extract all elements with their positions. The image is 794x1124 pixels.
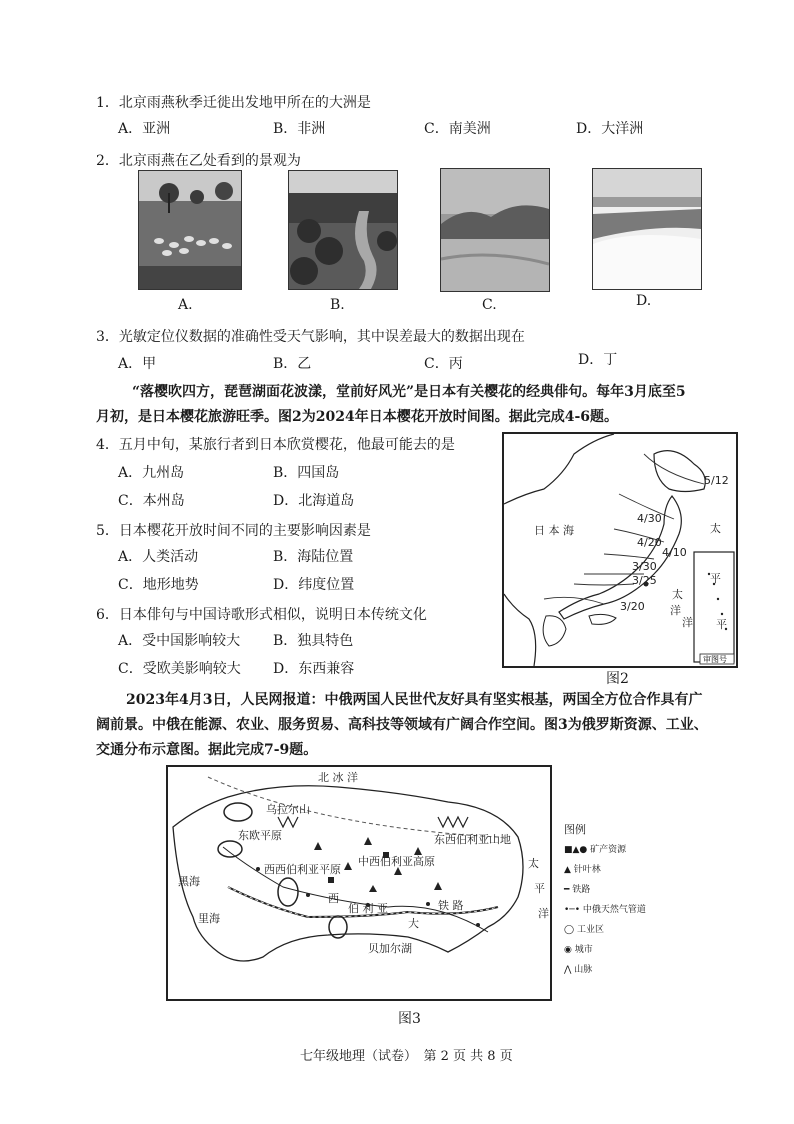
legend-item-minerals: ■▲● 矿产资源	[564, 845, 627, 855]
label-west-sib-plain: 西西伯利亚平原	[264, 863, 341, 876]
pacific-label-3: 洋	[538, 907, 549, 920]
photo-ice-field	[592, 168, 702, 290]
q6-stem: 6．日本俳句与中国诗歌形式相似，说明日本传统文化	[96, 607, 427, 623]
q6-option-c: C．受欧美影响较大	[118, 661, 241, 677]
intro-cherry-line1: “落樱吹四方，琵琶湖面花波漾，堂前好风光”是日本有关樱花的经典俳句。每年3月底至5	[132, 384, 686, 400]
legend-item-railway: ━ 铁路	[564, 885, 591, 895]
industry-icon: ◯	[564, 925, 575, 935]
photo-label-d: D.	[636, 293, 652, 309]
q5-option-a: A．人类活动	[118, 549, 199, 565]
q3-option-a: A．甲	[118, 356, 157, 372]
q4-option-d: D．北海道岛	[273, 493, 355, 509]
q3-stem: 3．光敏定位仪数据的准确性受天气影响，其中误差最大的数据出现在	[96, 329, 525, 345]
q4-option-c: C．本州岛	[118, 493, 185, 509]
map-japan-cherry	[502, 432, 738, 668]
pacific-label-1: 太	[528, 857, 539, 870]
label-west: 西	[328, 892, 339, 905]
legend-item-mountain: ⋀ 山脉	[564, 965, 593, 975]
pipeline-icon: •─•	[564, 905, 581, 915]
q4-option-b: B．四国岛	[273, 465, 340, 481]
city-icon: ◉	[564, 945, 572, 955]
q5-option-d: D．纬度位置	[273, 577, 355, 593]
date-label-3: 4/10	[662, 546, 687, 559]
map-stamp: 审图号	[703, 655, 727, 664]
intro-cherry-line2: 月初，是日本樱花旅游旺季。图2为2024年日本樱花开放时间图。据此完成4-6题。	[96, 409, 618, 425]
label-railway: 铁 路	[438, 899, 464, 912]
map3-caption: 图3	[398, 1011, 421, 1027]
ocean-label-3: 洋	[682, 616, 693, 629]
label-central-sib-plateau: 中西伯利亚高原	[358, 855, 435, 868]
railway-icon: ━	[564, 885, 570, 895]
tree-icon: ▲	[564, 865, 571, 875]
legend-item-city: ◉ 城市	[564, 945, 593, 955]
photo-label-b: B.	[330, 297, 345, 313]
q5-option-c: C．地形地势	[118, 577, 199, 593]
date-label-0: 5/12	[704, 474, 729, 487]
q5-stem: 5．日本樱花开放时间不同的主要影响因素是	[96, 523, 371, 539]
ocean-label-4: 太	[672, 588, 683, 601]
photo-savanna	[138, 170, 242, 290]
intro-russia-line3: 交通分布示意图。据此完成7-9题。	[96, 742, 318, 758]
q2-stem: 2．北京雨燕在乙处看到的景观为	[96, 153, 301, 169]
label-east-sib-mountains: 东西伯利亚山地	[434, 833, 511, 846]
q1-option-a: A．亚洲	[118, 121, 171, 137]
q4-option-a: A．九州岛	[118, 465, 185, 481]
ocean-label-6: 洋	[670, 604, 681, 617]
q6-option-d: D．东西兼容	[273, 661, 355, 677]
q1-option-b: B．非洲	[273, 121, 326, 137]
q1-option-d: D．大洋洲	[576, 121, 644, 137]
ocean-label-1: 太	[710, 522, 721, 535]
q3-option-c: C．丙	[424, 356, 463, 372]
label-big: 大	[408, 917, 419, 930]
sea-label: 日 本 海	[534, 524, 574, 537]
label-ural: 乌拉尔山	[266, 803, 310, 816]
photo-dunes-lake	[440, 168, 550, 292]
map-russia-resources	[166, 765, 552, 1001]
legend-item-pipeline: •─• 中俄天然气管道	[564, 905, 646, 915]
label-black-sea: 黑海	[178, 875, 200, 888]
photo-label-a: A.	[178, 297, 193, 313]
date-label-4: 3/30	[632, 560, 657, 573]
arctic-ocean-label: 北 冰 洋	[318, 771, 358, 784]
ocean-label-5: 平	[716, 618, 727, 631]
legend-item-forest: ▲ 针叶林	[564, 865, 601, 875]
page-footer: 七年级地理（试卷） 第 2 页 共 8 页	[300, 1049, 513, 1064]
label-east-euro-plain: 东欧平原	[238, 829, 282, 842]
legend-title: 图例	[564, 823, 586, 836]
legend-item-industry: ◯ 工业区	[564, 925, 604, 935]
date-label-6: 3/20	[620, 600, 645, 613]
q6-option-a: A．受中国影响较大	[118, 633, 241, 649]
q6-option-b: B．独具特色	[273, 633, 354, 649]
label-baikal: 贝加尔湖	[368, 942, 412, 955]
photo-label-c: C.	[482, 297, 497, 313]
map3-legend	[564, 820, 646, 980]
date-label-5: 3/25	[632, 574, 657, 587]
map2-caption: 图2	[606, 671, 629, 687]
mineral-symbols: ■▲●	[564, 845, 588, 855]
intro-russia-line1: 2023年4月3日，人民网报道：中俄两国人民世代友好具有坚实根基，两国全方位合作具有广	[126, 692, 703, 708]
label-siberia: 伯 利 亚	[348, 902, 388, 915]
q5-option-b: B．海陆位置	[273, 549, 354, 565]
intro-russia-line2: 阔前景。中俄在能源、农业、服务贸易、高科技等领域有广阔合作空间。图3为俄罗斯资源、工业、	[96, 717, 708, 733]
date-label-2: 4/20	[637, 536, 662, 549]
q1-option-c: C．南美洲	[424, 121, 491, 137]
pacific-label-2: 平	[534, 882, 545, 895]
q3-option-d: D．丁	[578, 352, 618, 368]
mountain-icon: ⋀	[564, 965, 572, 975]
q3-option-b: B．乙	[273, 356, 312, 372]
photo-forest-stream	[288, 170, 398, 290]
date-label-1: 4/30	[637, 512, 662, 525]
ocean-label-2: 平	[710, 572, 721, 585]
q1-stem: 1．北京雨燕秋季迁徙出发地甲所在的大洲是	[96, 95, 371, 111]
label-caspian: 里海	[198, 912, 220, 925]
q4-stem: 4．五月中旬，某旅行者到日本欣赏樱花，他最可能去的是	[96, 437, 455, 453]
